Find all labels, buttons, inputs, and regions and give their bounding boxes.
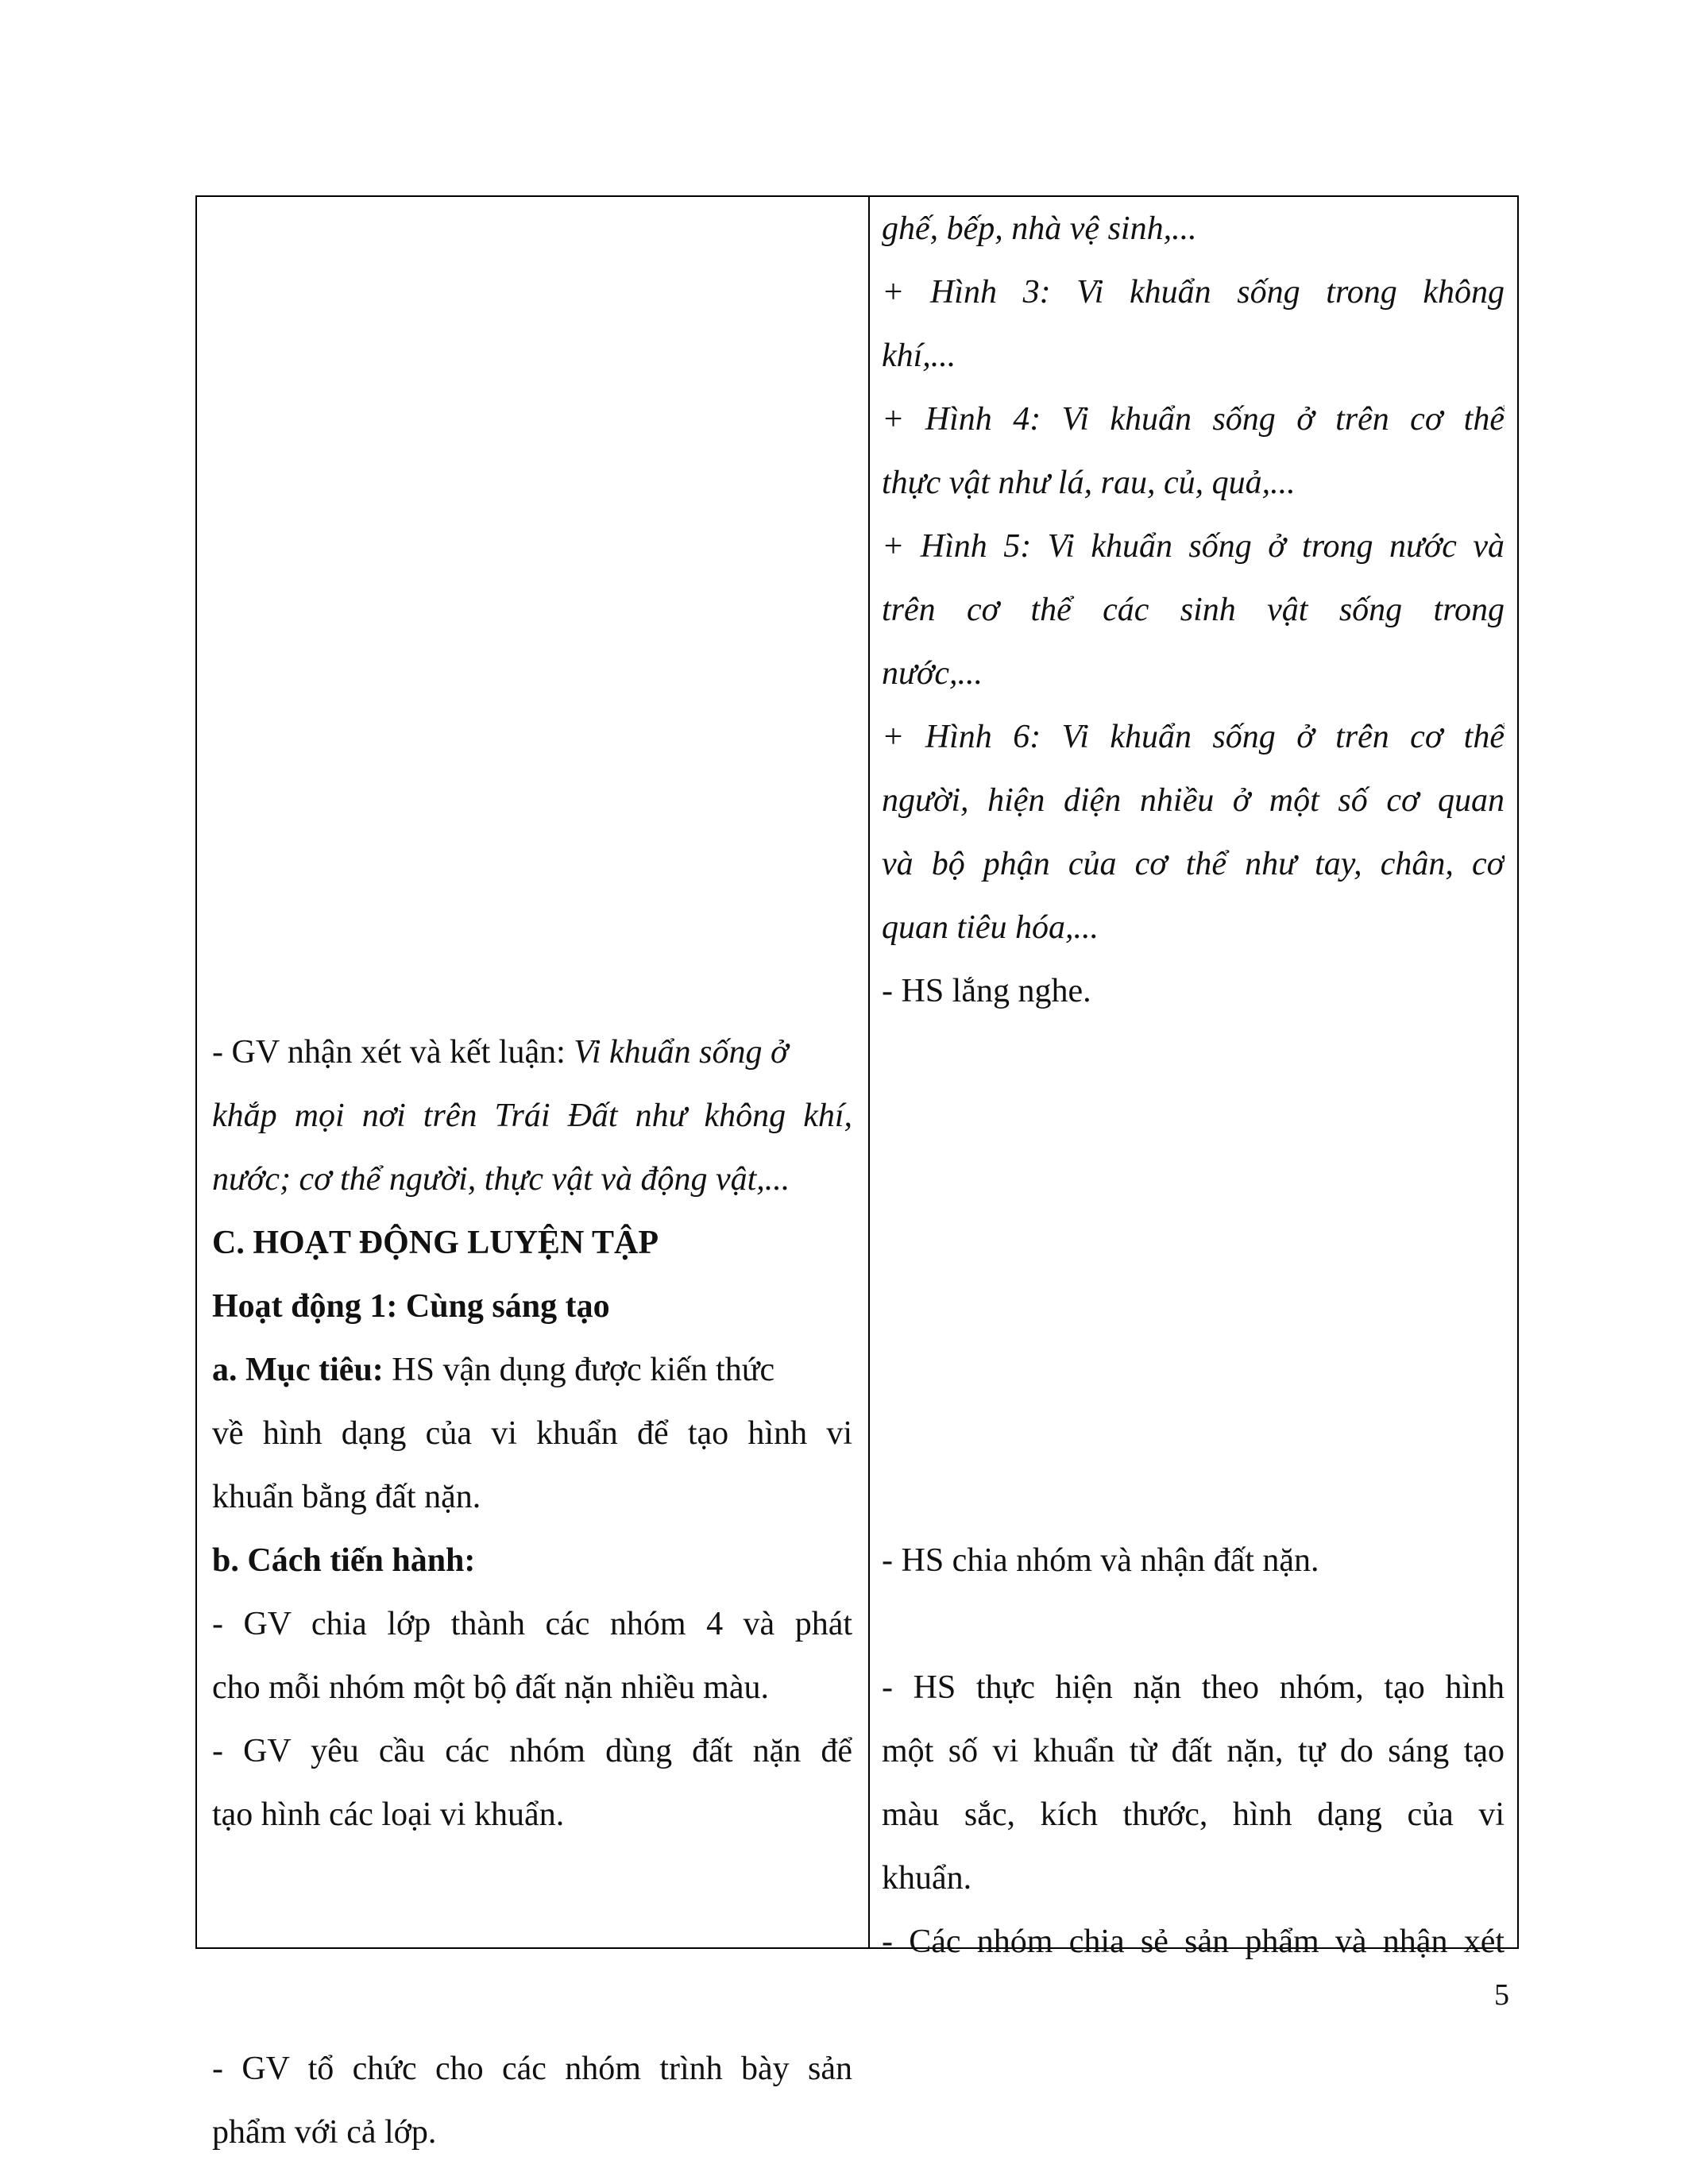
right-line: trên cơ thể các sinh vật sống trong <box>882 592 1505 628</box>
right-line: nước,... <box>882 655 983 692</box>
right-line: khí,... <box>882 338 956 374</box>
right-line: và bộ phận của cơ thể như tay, chân, cơ <box>882 846 1505 882</box>
lesson-table <box>195 195 1519 2151</box>
right-line: thực vật như lá, rau, củ, quả,... <box>882 465 1296 501</box>
left-line-conclusion-1: - GV nhận xét và kết luận: Vi khuẩn sống ở <box>212 1034 789 1071</box>
right-line: màu sắc, kích thước, hình dạng của vi <box>882 1796 1505 1833</box>
column-divider <box>868 197 870 1947</box>
right-line: - Các nhóm chia sẻ sản phẩm và nhận xét <box>882 1924 1505 1960</box>
step3-line-2: phẩm với cả lớp. <box>212 2114 437 2151</box>
right-line: - HS thực hiện nặn theo nhóm, tạo hình <box>882 1669 1505 1706</box>
right-line: ghế, bếp, nhà vệ sinh,... <box>882 210 1197 247</box>
activity-heading: Hoạt động 1: Cùng sáng tạo <box>212 1288 610 1325</box>
objective-line-3: khuẩn bằng đất nặn. <box>212 1479 481 1515</box>
right-line: người, hiện diện nhiều ở một số cơ quan <box>882 782 1505 819</box>
right-line: - HS lắng nghe. <box>882 973 1091 1009</box>
left-line-conclusion-3: nước; cơ thể người, thực vật và động vật,... <box>212 1161 790 1198</box>
objective-line-2: về hình dạng của vi khuẩn để tạo hình vi <box>212 1415 852 1452</box>
left-line-conclusion-2: khắp mọi nơi trên Trái Đất như không khí, <box>212 1098 852 1134</box>
step3-line-1: - GV tổ chức cho các nhóm trình bày sản <box>212 2051 852 2087</box>
right-line: + Hình 3: Vi khuẩn sống trong không <box>882 274 1505 311</box>
page-number: 5 <box>1494 1978 1509 2012</box>
right-line: quan tiêu hóa,... <box>882 909 1099 946</box>
right-line: + Hình 6: Vi khuẩn sống ở trên cơ thể <box>882 719 1505 755</box>
right-line: + Hình 4: Vi khuẩn sống ở trên cơ thể <box>882 401 1505 438</box>
step2-line-2: tạo hình các loại vi khuẩn. <box>212 1796 565 1833</box>
right-line: một số vi khuẩn từ đất nặn, tự do sáng tạo <box>882 1733 1505 1769</box>
objective-line-1: a. Mục tiêu: HS vận dụng được kiến thức <box>212 1352 775 1388</box>
right-line: khuẩn. <box>882 1860 972 1897</box>
section-heading: C. HOẠT ĐỘNG LUYỆN TẬP <box>212 1225 659 1261</box>
step1-line-2: cho mỗi nhóm một bộ đất nặn nhiều màu. <box>212 1669 770 1706</box>
procedure-heading: b. Cách tiến hành: <box>212 1542 476 1579</box>
right-line: + Hình 5: Vi khuẩn sống ở trong nước và <box>882 528 1505 565</box>
right-line: - HS chia nhóm và nhận đất nặn. <box>882 1542 1319 1579</box>
step2-line-1: - GV yêu cầu các nhóm dùng đất nặn để <box>212 1733 852 1769</box>
step1-line-1: - GV chia lớp thành các nhóm 4 và phát <box>212 1606 852 1642</box>
